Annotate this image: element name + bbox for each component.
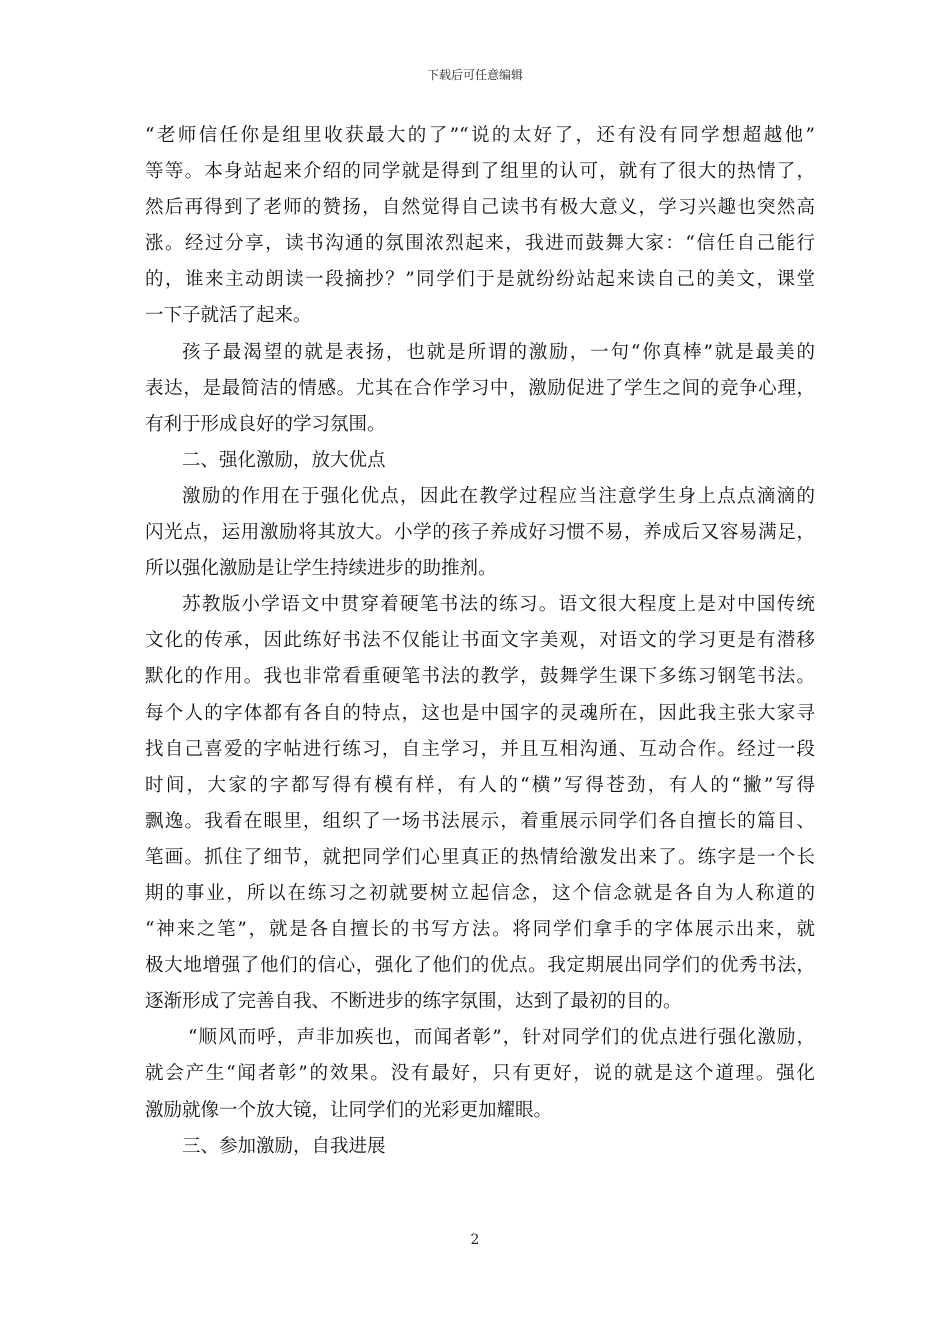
text-line: “顺风而呼，声非加疾也，而闻者彰”，针对同学们的优点进行强化激励， (188, 1027, 815, 1049)
text-line: 涨。经过分享，读书沟通的氛围浓烈起来，我进而鼓舞大家：“信任自己能行 (145, 233, 815, 255)
text-line: 表达，是最简洁的情感。尤其在合作学习中，激励促进了学生之间的竞争心理， (145, 377, 815, 399)
text-line: 一下子就活了起来。 (145, 305, 312, 327)
body-text (145, 118, 815, 1165)
text-line: 二、强化激励，放大优点 (182, 449, 386, 471)
text-line: 时间，大家的字都写得有模有样，有人的“横”写得苍劲，有人的“撇”写得 (145, 774, 815, 796)
text-line: 然后再得到了老师的赞扬，自然觉得自己读书有极大意义，学习兴趣也突然高 (145, 197, 815, 219)
text-line: 等等。本身站起来介绍的同学就是得到了组里的认可，就有了很大的热情了， (145, 161, 815, 183)
page-number: 2 (470, 1232, 480, 1248)
text-line: 找自己喜爱的字帖进行练习，自主学习，并且互相沟通、互动合作。经过一段 (145, 738, 815, 760)
text-line: 飘逸。我看在眼里，组织了一场书法展示，着重展示同学们各自擅长的篇目、 (145, 810, 815, 832)
text-line: 就会产生“闻者彰”的效果。没有最好，只有更好，说的就是这个道理。强化 (145, 1063, 815, 1085)
text-line: 默化的作用。我也非常看重硬笔书法的教学，鼓舞学生课下多练习钢笔书法。 (145, 666, 815, 688)
text-line: 极大地增强了他们的信心，强化了他们的优点。我定期展出同学们的优秀书法， (145, 955, 815, 977)
text-line: 闪光点，运用激励将其放大。小学的孩子养成好习惯不易，养成后又容易满足， (145, 522, 815, 544)
text-line: 苏教版小学语文中贯穿着硬笔书法的练习。语文很大程度上是对中国传统 (182, 594, 815, 616)
page-header: 下载后可任意编辑 (426, 68, 523, 82)
text-line: 激励的作用在于强化优点，因此在教学过程应当注意学生身上点点滴滴的 (182, 485, 815, 507)
text-line: 三、参加激励，自我进展 (182, 1135, 386, 1157)
text-line: 孩子最渴望的就是表扬，也就是所谓的激励，一句“你真棒”就是最美的 (182, 341, 815, 363)
text-line: 文化的传承，因此练好书法不仅能让书面文字美观，对语文的学习更是有潜移 (145, 630, 815, 652)
text-line: 的，谁来主动朗读一段摘抄？”同学们于是就纷纷站起来读自己的美文，课堂 (145, 269, 815, 291)
text-line: “老师信任你是组里收获最大的了”“说的太好了，还有没有同学想超越他” (145, 125, 815, 146)
text-line: 逐渐形成了完善自我、不断进步的练字氛围，达到了最初的目的。 (145, 991, 682, 1013)
text-line: 激励就像一个放大镜，让同学们的光彩更加耀眼。 (145, 1099, 553, 1121)
text-line: 期的事业，所以在练习之初就要树立起信念，这个信念就是各自为人称道的 (145, 882, 815, 904)
text-line: 所以强化激励是让学生持续进步的助推剂。 (145, 558, 497, 580)
text-line: 笔画。抓住了细节，就把同学们心里真正的热情给激发出来了。练字是一个长 (145, 846, 815, 868)
text-line: “神来之笔”，就是各自擅长的书写方法。将同学们拿手的字体展示出来，就 (145, 919, 815, 941)
text-line: 有利于形成良好的学习氛围。 (145, 413, 386, 435)
text-line: 每个人的字体都有各自的特点，这也是中国字的灵魂所在，因此我主张大家寻 (145, 702, 815, 724)
